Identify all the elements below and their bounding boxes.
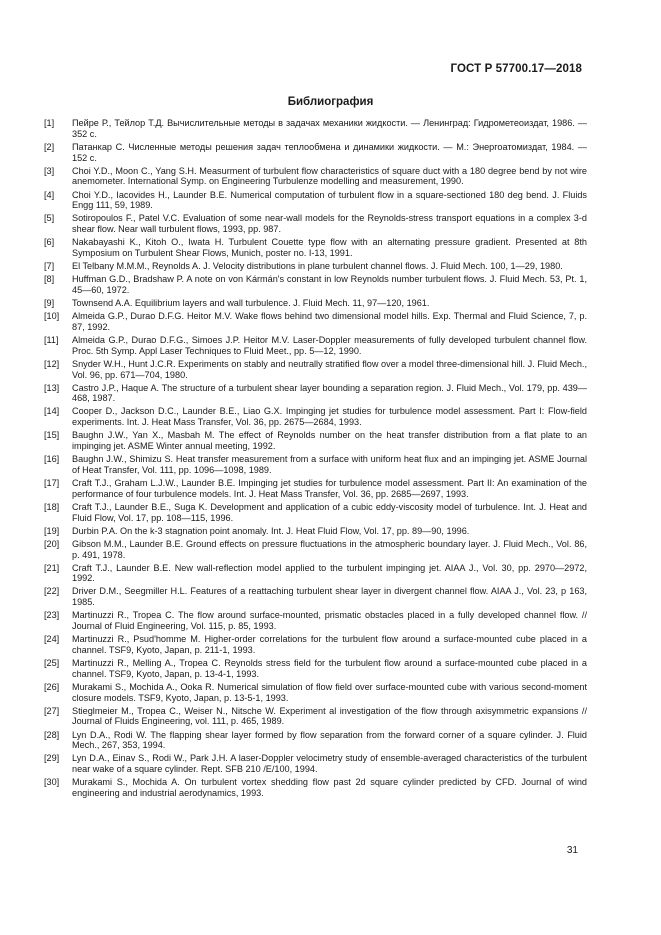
bibliography-entry [44, 118, 587, 140]
entry-text: Nakabayashi K., Kitoh O., Iwata H. Turbulent Couette type flow with an alternating pressure gradient. Presented at 8th Symposium on Turbulent Shear Flows, Munich, poster no. I-13, 1991. [72, 237, 587, 258]
bibliography-entry [44, 526, 587, 537]
bibliography-entry [44, 563, 587, 585]
entry-text: Lyn D.A., Rodi W. The flapping shear layer formed by flow separation from the forward corner of a square cylinder. J. Fluid Mech., 267, 353, 1994. [72, 729, 587, 751]
entry-number: [10] [44, 311, 60, 322]
entry-text: Gibson M.M., Launder B.E. Ground effects on pressure fluctuations in the atmospheric boundary layer. J. Fluid Mech., Vol. 86, p. 491, 1978. [72, 538, 587, 560]
bibliography-entry [44, 383, 587, 405]
entry-text: Castro J.P., Haque A. The structure of a turbulent shear layer bounding a separation region. J. Fluid Mech., Vol. 179, pp. 439—468, 1987. [72, 382, 587, 404]
entry-text: Baughn J.W., Yan X., Masbah M. The effect of Reynolds number on the heat transfer distribution from a flat plate to an impinging jet. ASME Winter annual meeting, 1992. [72, 430, 587, 452]
entry-text: Lyn D.A., Einav S., Rodi W., Park J.H. A laser-Doppler velocimetry study of ensemble-averaged characteristics of the turbulent near wake of a square cylinder. Rept. SFB 210 /E/100, 1994. [72, 753, 587, 775]
bibliography-entry [44, 166, 587, 188]
bibliography-entry [44, 610, 587, 632]
entry-text: Choi Y.D., Moon C., Yang S.H. Measurment of turbulent flow characteristics of square duct with a 180 degree bend by not wire anemometer. International Symp. on Engineering Turbulenze modelling and measurement, 1990. [72, 165, 587, 187]
entry-text: Пейре Р., Тейлор Т.Д. Вычислительные методы в задачах механики жидкости. — Ленинград: Гидрометеоиздат, 1986. — 352 с. [72, 118, 587, 139]
entry-number: [3] [44, 165, 55, 176]
entry-number: [25] [44, 658, 60, 668]
entry-number: [16] [44, 454, 60, 465]
entry-number: [8] [44, 274, 55, 285]
entry-text: Craft T.J., Launder B.E. New wall-reflection model applied to the turbulent impinging jet. AIAA J., Vol. 30, pp. 2970—2972, 1992. [72, 562, 587, 584]
entry-number: [28] [44, 729, 60, 740]
bibliography-entry [44, 777, 587, 799]
entry-text: Durbin P.A. On the k-3 stagnation point anomaly. Int. J. Heat Fluid Flow, Vol. 17, pp. 89—90, 1996. [72, 525, 470, 536]
entry-number: [1] [44, 118, 55, 128]
entry-text: Cooper D., Jackson D.C., Launder B.E., Liao G.X. Impinging jet studies for turbulence model assessment. Part I: Flow-field experiments. Int. J. Heat Mass Transfer, Vol. 36, pp. 2675—2684, 1993. [72, 406, 587, 428]
entry-text: Murakami S., Mochida A., Ooka R. Numerical simulation of flow field over surface-mounted cube with various second-moment closure models. TSF9, Kyoto, Japan, p. 13-5-1, 1993. [72, 681, 587, 703]
bibliography-entry [44, 478, 587, 500]
bibliography-entry [44, 213, 587, 235]
bibliography-entry [44, 142, 587, 164]
entry-number: [26] [44, 681, 60, 692]
entry-number: [20] [44, 538, 60, 549]
entry-number: [12] [44, 358, 60, 369]
bibliography-entry [44, 237, 587, 259]
entry-number: [17] [44, 478, 60, 488]
bibliography-list [44, 118, 587, 801]
entry-text: Sotiropoulos F., Patel V.C. Evaluation of some near-wall models for the Reynolds-stress transport equations in a complex 3-d shear flow. Near wall turbulent flows, 1993, pp. 987. [72, 213, 587, 235]
entry-number: [5] [44, 213, 55, 224]
entry-number: [23] [44, 610, 60, 621]
entry-text: Snyder W.H., Hunt J.C.R. Experiments on stably and neutrally stratified flow over a model three-dimensional hill. J. Fluid Mech., Vol. 96, pp. 671—704, 1980. [72, 358, 587, 380]
entry-number: [15] [44, 430, 60, 441]
entry-number: [6] [44, 237, 55, 248]
entry-text: Townsend A.A. Equilibrium layers and wall turbulence. J. Fluid Mech. 11, 97—120, 1961. [72, 298, 430, 308]
bibliography-entry [44, 430, 587, 452]
page-title: Библиография [287, 96, 374, 108]
entry-number: [29] [44, 753, 60, 764]
entry-number: [22] [44, 586, 60, 597]
entry-text: Almeida G.P., Durao D.F.G. Heitor M.V. Wake flows behind two dimensional model hills. Exp. Thermal and Fluid Science, 7, p. 87, 1992. [72, 311, 587, 332]
bibliography-entry [44, 190, 587, 212]
bibliography-entry [44, 454, 587, 476]
page-number: 31 [566, 845, 578, 856]
bibliography-entry [44, 658, 587, 680]
bibliography-entry [44, 261, 587, 272]
entry-number: [7] [44, 261, 55, 272]
entry-number: [11] [44, 334, 59, 345]
bibliography-entry [44, 682, 587, 704]
entry-text: Martinuzzi R., Melling A., Tropea C. Reynolds stress field for the turbulent flow around a surface-mounted cube placed in a channel. TSF9, Kyoto, Japan, p. 13-4-1, 1993. [72, 658, 587, 679]
entry-number: [27] [44, 705, 60, 716]
bibliography-entry [44, 539, 587, 561]
entry-number: [4] [44, 189, 55, 200]
entry-number: [30] [44, 777, 60, 788]
entry-text: Патанкар С. Численные методы решения задач теплообмена и динамики жидкости. — М.: Энергоатомиздат, 1984. — 152 с. [72, 141, 587, 163]
entry-text: Driver D.M., Seegmiller H.L. Features of a reattaching turbulent shear layer in divergent channel flow. AIAA J., Vol. 23, p 163, 1985. [72, 586, 587, 608]
bibliography-entry [44, 753, 587, 775]
bibliography-entry [44, 359, 587, 381]
entry-number: [18] [44, 501, 60, 512]
entry-number: [9] [44, 298, 55, 308]
entry-text: El Telbany M.M.M., Reynolds A. J. Velocity distributions in plane turbulent channel flows. J. Fluid Mech. 100, 1—29, 1980. [72, 261, 563, 272]
bibliography-entry [44, 335, 587, 357]
entry-number: [13] [44, 382, 60, 393]
entry-text: Huffman G.D., Bradshaw P. A note on von Kármán's constant in low Reynolds number turbulent flows. J. Fluid Mech. 53, Pt. 1, 45—60, 1972. [72, 274, 587, 295]
entry-text: Craft T.J., Launder B.E., Suga K. Development and application of a cubic eddy-viscosity model of turbulence. Int. J. Heat and Fluid Flow, Vol. 17, pp. 108—115, 1996. [72, 501, 587, 523]
entry-text: Almeida G.P., Durao D.F.G., Simoes J.P. Heitor M.V. Laser-Doppler measurements of fully developed turbulent channel flow. Proc. 5th Symp. Appl Laser Techniques to Fluid Meet., pp. 5—12, 1990. [72, 334, 587, 356]
bibliography-entry [44, 406, 587, 428]
entry-text: Murakami S., Mochida A. On turbulent vortex shedding flow past 2d square cylinder predicted by CFD. Journal of wind engineering and industrial aerodynamics, 1993. [72, 777, 587, 798]
entry-text: Martinuzzi R., Psud'homme M. Higher-order correlations for the turbulent flow around a surface-mounted cube placed in a channel. TSF9, Kyoto, Japan, p. 211-1, 1993. [72, 634, 587, 655]
bibliography-entry [44, 298, 587, 309]
bibliography-entry [44, 706, 587, 728]
entry-text: Baughn J.W., Shimizu S. Heat transfer measurement from a surface with uniform heat flux and an impinging jet. ASME Journal of Heat Transfer, Vol. 111, pp. 1096—1098, 1989. [72, 454, 587, 475]
standard-code: ГОСТ Р 57700.17—2018 [450, 63, 582, 75]
entry-text: Stieglmeier M., Tropea C., Weiser N., Nitsche W. Experiment al investigation of the flow through axisymmetric expansions // Journal of Fluids Engineering, vol. 111, p. 465, 1989. [72, 705, 587, 727]
bibliography-entry [44, 502, 587, 524]
bibliography-entry [44, 274, 587, 296]
bibliography-entry [44, 730, 587, 752]
bibliography-entry [44, 586, 587, 608]
bibliography-entry [44, 311, 587, 333]
entry-number: [21] [44, 562, 60, 573]
entry-number: [14] [44, 406, 60, 417]
entry-number: [19] [44, 525, 60, 536]
entry-text: Choi Y.D., Iacovides H., Launder B.E. Numerical computation of turbulent flow in a square-sectioned 180 deg bend. J. Fluids Engg 111, 59, 1989. [72, 189, 587, 211]
bibliography-entry [44, 634, 587, 656]
entry-number: [2] [44, 141, 55, 152]
entry-text: Martinuzzi R., Tropea C. The flow around surface-mounted, prismatic obstacles placed in a fully developed channel flow. // Journal of Fluid Engineering, Vol. 115, p. 85, 1993. [72, 610, 587, 632]
entry-number: [24] [44, 634, 60, 645]
entry-text: Craft T.J., Graham L.J.W., Launder B.E. Impinging jet studies for turbulence model assessment. Part II: An examination of the performance of four turbulence models. Int. J. Heat Mass Transfer, Vol. 36, pp. 2685—2697, 1993. [72, 478, 587, 499]
